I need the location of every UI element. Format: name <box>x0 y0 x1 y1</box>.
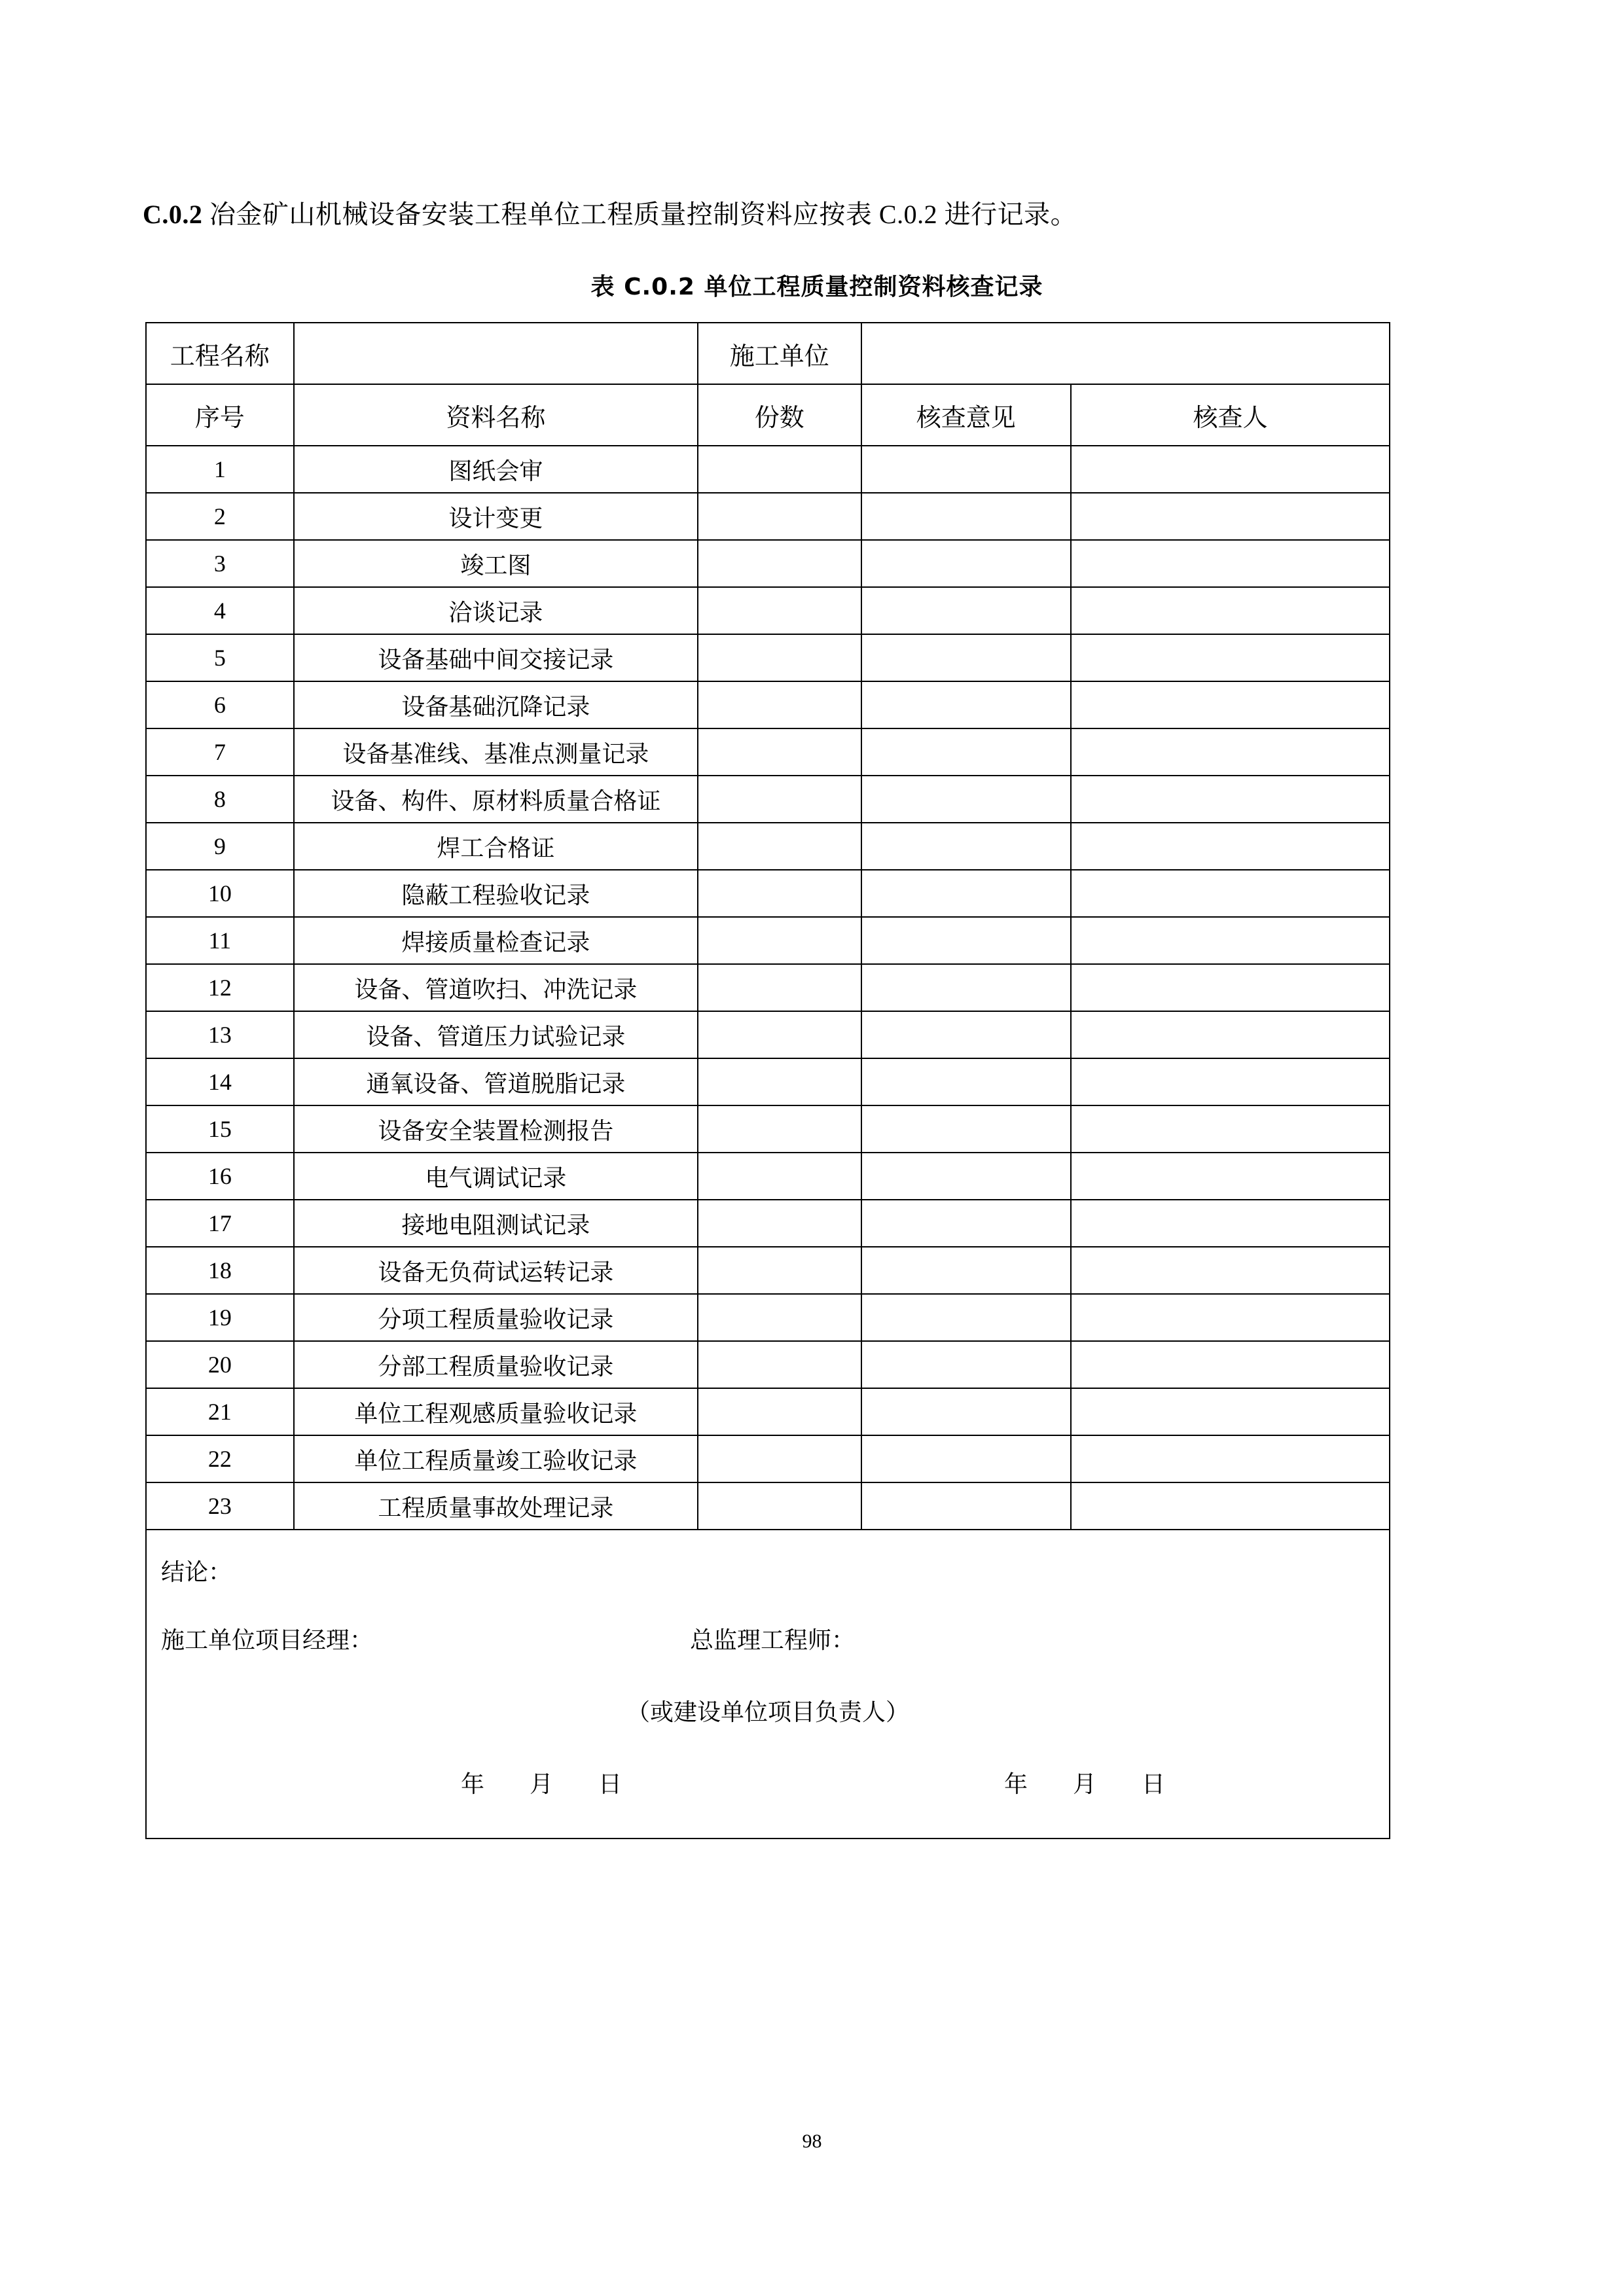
conclusion-cell <box>146 1530 1390 1839</box>
cell-checker[interactable] <box>1071 1105 1390 1153</box>
column-header-copies: 份数 <box>698 384 861 446</box>
date-line-right[interactable]: 年 月 日 <box>1004 1771 1185 1797</box>
cell-checker[interactable] <box>1071 1294 1390 1341</box>
cell-copies[interactable] <box>698 1435 861 1482</box>
table-row <box>146 1482 1390 1530</box>
cell-copies[interactable] <box>698 1105 861 1153</box>
signature-chief-supervisor[interactable]: 总监理工程师： <box>690 1627 856 1653</box>
cell-checker[interactable] <box>1071 634 1390 681</box>
cell-copies[interactable] <box>698 776 861 823</box>
cell-checker[interactable] <box>1071 1482 1390 1530</box>
cell-document-name: 竣工图 <box>294 540 698 587</box>
cell-document-name: 设备、管道压力试验记录 <box>294 1011 698 1058</box>
column-header-document-name: 资料名称 <box>294 384 698 446</box>
cell-index: 10 <box>146 870 294 917</box>
clause-text: 冶金矿山机械设备安装工程单位工程质量控制资料应按表 C.0.2 进行记录。 <box>209 200 1077 229</box>
cell-opinion[interactable] <box>861 1247 1072 1294</box>
column-header-opinion: 核查意见 <box>861 384 1072 446</box>
cell-checker[interactable] <box>1071 446 1390 493</box>
cell-opinion[interactable] <box>861 587 1072 634</box>
cell-index: 12 <box>146 964 294 1011</box>
cell-document-name: 焊工合格证 <box>294 823 698 870</box>
cell-checker[interactable] <box>1071 823 1390 870</box>
cell-opinion[interactable] <box>861 540 1072 587</box>
table-row <box>146 1435 1390 1482</box>
cell-checker[interactable] <box>1071 681 1390 728</box>
cell-document-name: 设备基准线、基准点测量记录 <box>294 728 698 776</box>
cell-document-name: 设备无负荷试运转记录 <box>294 1247 698 1294</box>
conclusion-label: 结论： <box>161 1559 232 1585</box>
table-row <box>146 870 1390 917</box>
cell-copies[interactable] <box>698 1058 861 1105</box>
cell-document-name: 电气调试记录 <box>294 1153 698 1200</box>
clause-number: C.0.2 <box>143 200 203 229</box>
cell-document-name: 单位工程质量竣工验收记录 <box>294 1435 698 1482</box>
cell-document-name: 通氧设备、管道脱脂记录 <box>294 1058 698 1105</box>
column-header-index: 序号 <box>146 384 294 446</box>
cell-checker[interactable] <box>1071 587 1390 634</box>
cell-index: 14 <box>146 1058 294 1105</box>
cell-copies[interactable] <box>698 540 861 587</box>
cell-checker[interactable] <box>1071 1011 1390 1058</box>
cell-opinion[interactable] <box>861 681 1072 728</box>
cell-copies[interactable] <box>698 587 861 634</box>
cell-copies[interactable] <box>698 917 861 964</box>
cell-index: 3 <box>146 540 294 587</box>
cell-opinion[interactable] <box>861 446 1072 493</box>
label-project-name: 工程名称 <box>146 323 294 384</box>
table-row <box>146 728 1390 776</box>
field-construction-unit[interactable] <box>861 323 1390 384</box>
cell-index: 21 <box>146 1388 294 1435</box>
cell-document-name: 设备安全装置检测报告 <box>294 1105 698 1153</box>
cell-index: 6 <box>146 681 294 728</box>
conclusion-block <box>147 1530 1389 1838</box>
cell-index: 11 <box>146 917 294 964</box>
cell-document-name: 单位工程观感质量验收记录 <box>294 1388 698 1435</box>
cell-copies[interactable] <box>698 964 861 1011</box>
cell-checker[interactable] <box>1071 1153 1390 1200</box>
column-header-checker: 核查人 <box>1071 384 1390 446</box>
cell-document-name: 设备、构件、原材料质量合格证 <box>294 776 698 823</box>
table-header-row <box>146 384 1390 446</box>
cell-checker[interactable] <box>1071 728 1390 776</box>
cell-index: 7 <box>146 728 294 776</box>
cell-copies[interactable] <box>698 1153 861 1200</box>
cell-document-name: 图纸会审 <box>294 446 698 493</box>
cell-checker[interactable] <box>1071 493 1390 540</box>
cell-opinion[interactable] <box>861 728 1072 776</box>
cell-checker[interactable] <box>1071 1058 1390 1105</box>
cell-document-name: 工程质量事故处理记录 <box>294 1482 698 1530</box>
cell-opinion[interactable] <box>861 634 1072 681</box>
cell-opinion[interactable] <box>861 823 1072 870</box>
table-row <box>146 446 1390 493</box>
cell-checker[interactable] <box>1071 1388 1390 1435</box>
table-row <box>146 964 1390 1011</box>
cell-checker[interactable] <box>1071 917 1390 964</box>
cell-opinion[interactable] <box>861 1058 1072 1105</box>
table-row <box>146 823 1390 870</box>
cell-index: 22 <box>146 1435 294 1482</box>
table-row <box>146 493 1390 540</box>
table-row <box>146 540 1390 587</box>
clause-paragraph <box>143 196 1491 233</box>
cell-document-name: 洽谈记录 <box>294 587 698 634</box>
cell-checker[interactable] <box>1071 1247 1390 1294</box>
cell-copies[interactable] <box>698 1388 861 1435</box>
cell-copies[interactable] <box>698 1294 861 1341</box>
cell-copies[interactable] <box>698 681 861 728</box>
cell-opinion[interactable] <box>861 1011 1072 1058</box>
cell-checker[interactable] <box>1071 540 1390 587</box>
cell-opinion[interactable] <box>861 1482 1072 1530</box>
cell-checker[interactable] <box>1071 1341 1390 1388</box>
cell-index: 20 <box>146 1341 294 1388</box>
table-row <box>146 1153 1390 1200</box>
cell-checker[interactable] <box>1071 776 1390 823</box>
cell-checker[interactable] <box>1071 964 1390 1011</box>
table-row <box>146 1200 1390 1247</box>
cell-document-name: 分项工程质量验收记录 <box>294 1294 698 1341</box>
cell-document-name: 隐蔽工程验收记录 <box>294 870 698 917</box>
cell-index: 17 <box>146 1200 294 1247</box>
page-number: 98 <box>802 2130 822 2152</box>
table-footer-row <box>146 1530 1390 1839</box>
cell-index: 15 <box>146 1105 294 1153</box>
cell-document-name: 接地电阻测试记录 <box>294 1200 698 1247</box>
table-row <box>146 1341 1390 1388</box>
label-construction-unit: 施工单位 <box>698 323 861 384</box>
cell-checker[interactable] <box>1071 1435 1390 1482</box>
cell-index: 9 <box>146 823 294 870</box>
cell-opinion[interactable] <box>861 917 1072 964</box>
cell-index: 13 <box>146 1011 294 1058</box>
cell-opinion[interactable] <box>861 1200 1072 1247</box>
table-row <box>146 634 1390 681</box>
cell-opinion[interactable] <box>861 1388 1072 1435</box>
cell-opinion[interactable] <box>861 870 1072 917</box>
cell-document-name: 设备、管道吹扫、冲洗记录 <box>294 964 698 1011</box>
cell-copies[interactable] <box>698 446 861 493</box>
cell-index: 1 <box>146 446 294 493</box>
cell-copies[interactable] <box>698 634 861 681</box>
cell-index: 4 <box>146 587 294 634</box>
cell-index: 5 <box>146 634 294 681</box>
cell-copies[interactable] <box>698 493 861 540</box>
cell-copies[interactable] <box>698 1341 861 1388</box>
cell-opinion[interactable] <box>861 1105 1072 1153</box>
cell-copies[interactable] <box>698 870 861 917</box>
cell-index: 2 <box>146 493 294 540</box>
cell-opinion[interactable] <box>861 1294 1072 1341</box>
table-row-project-info <box>146 323 1390 384</box>
cell-checker[interactable] <box>1071 870 1390 917</box>
table-row <box>146 1105 1390 1153</box>
cell-index: 8 <box>146 776 294 823</box>
cell-opinion[interactable] <box>861 1435 1072 1482</box>
table-row <box>146 681 1390 728</box>
signature-contractor-manager[interactable]: 施工单位项目经理： <box>161 1627 374 1653</box>
cell-opinion[interactable] <box>861 493 1072 540</box>
table-row <box>146 1247 1390 1294</box>
cell-document-name: 焊接质量检查记录 <box>294 917 698 964</box>
cell-document-name: 设计变更 <box>294 493 698 540</box>
table-row <box>146 1388 1390 1435</box>
cell-index: 19 <box>146 1294 294 1341</box>
cell-index: 18 <box>146 1247 294 1294</box>
cell-document-name: 设备基础中间交接记录 <box>294 634 698 681</box>
cell-document-name: 分部工程质量验收记录 <box>294 1341 698 1388</box>
table-row <box>146 587 1390 634</box>
cell-index: 16 <box>146 1153 294 1200</box>
cell-copies[interactable] <box>698 1011 861 1058</box>
cell-index: 23 <box>146 1482 294 1530</box>
cell-copies[interactable] <box>698 1247 861 1294</box>
quality-control-record-table <box>145 322 1390 1839</box>
table-row <box>146 1294 1390 1341</box>
cell-copies[interactable] <box>698 1200 861 1247</box>
cell-opinion[interactable] <box>861 1341 1072 1388</box>
cell-copies[interactable] <box>698 1482 861 1530</box>
cell-document-name: 设备基础沉降记录 <box>294 681 698 728</box>
cell-opinion[interactable] <box>861 776 1072 823</box>
table-row <box>146 917 1390 964</box>
field-project-name[interactable] <box>294 323 698 384</box>
table-title: 表 C.0.2 单位工程质量控制资料核查记录 <box>590 274 1043 300</box>
table-row <box>146 1011 1390 1058</box>
table-row <box>146 776 1390 823</box>
cell-opinion[interactable] <box>861 1153 1072 1200</box>
cell-opinion[interactable] <box>861 964 1072 1011</box>
date-line-left[interactable]: 年 月 日 <box>461 1771 642 1797</box>
alternate-signer-note: （或建设单位项目负责人） <box>626 1699 909 1725</box>
table-row <box>146 1058 1390 1105</box>
cell-copies[interactable] <box>698 823 861 870</box>
cell-copies[interactable] <box>698 728 861 776</box>
cell-checker[interactable] <box>1071 1200 1390 1247</box>
